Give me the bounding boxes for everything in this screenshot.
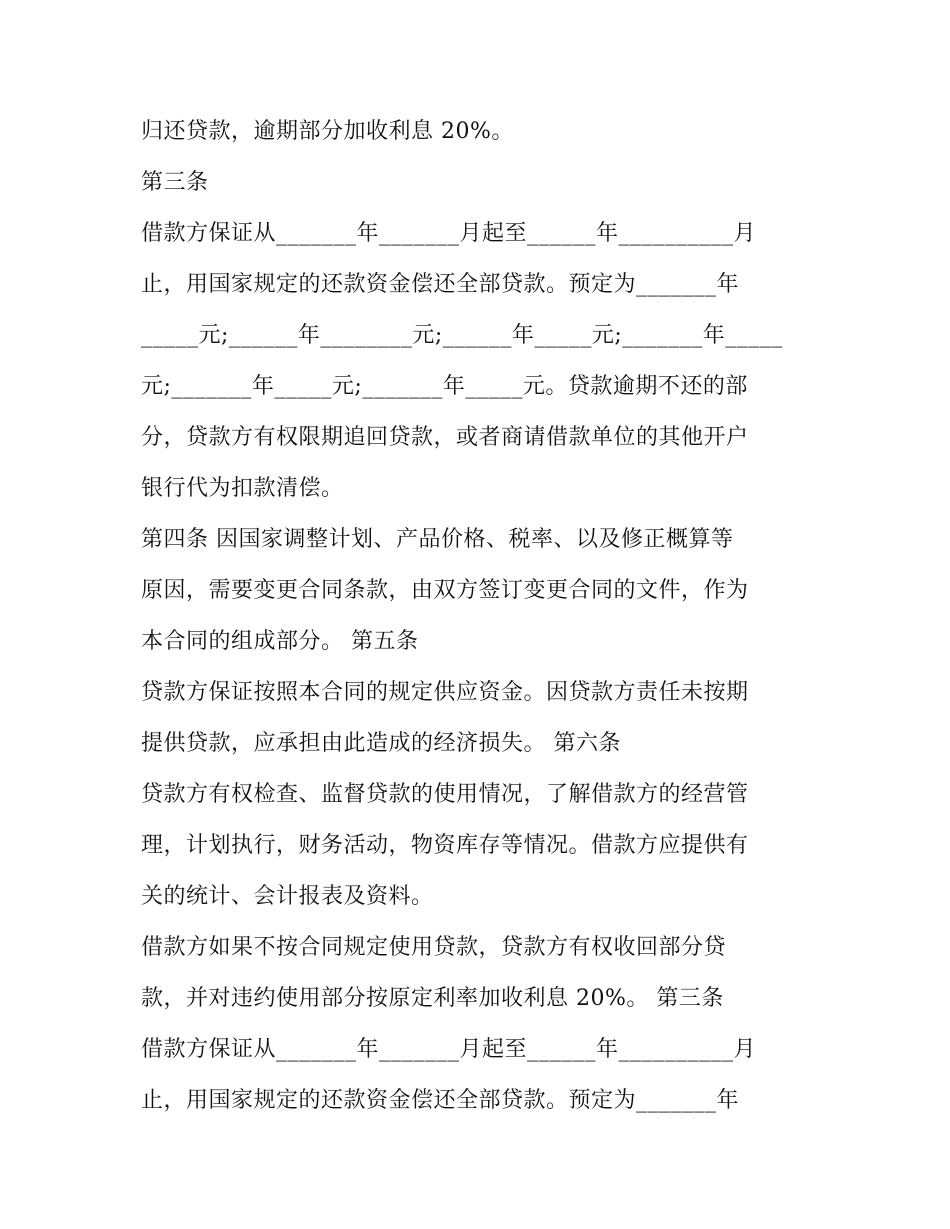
text-line: _____元;______年________元;______年_____元;_______年_____	[141, 323, 783, 348]
text-line: 分，贷款方有权限期追回贷款，或者商请借款单位的其他开户	[141, 425, 749, 450]
text-line: 关的统计、会计报表及资料。	[141, 884, 434, 909]
text-line: 元;_______年_____元;_______年_____元。贷款逾期不还的部	[141, 374, 748, 399]
text-line: 止，用国家规定的还款资金偿还全部贷款。预定为_______年	[141, 1088, 740, 1113]
document-body	[141, 106, 821, 1126]
text-line: 本合同的组成部分。 第五条	[141, 629, 419, 654]
text-line: 贷款方有权检查、监督贷款的使用情况，了解借款方的经营管	[141, 782, 749, 807]
section-heading: 第三条	[141, 170, 209, 195]
text-line: 借款方保证从_______年_______月起至______年__________月	[141, 221, 757, 246]
text-line: 归还贷款，逾期部分加收利息 20%。	[141, 119, 514, 144]
text-line: 止，用国家规定的还款资金偿还全部贷款。预定为_______年	[141, 272, 740, 297]
text-line: 提供贷款，应承担由此造成的经济损失。 第六条	[141, 731, 621, 756]
text-line: 银行代为扣款清偿。	[141, 476, 344, 501]
text-line: 理，计划执行，财务活动，物资库存等情况。借款方应提供有	[141, 833, 749, 858]
text-line: 第四条 因国家调整计划、产品价格、税率、以及修正概算等	[141, 527, 734, 552]
text-line: 贷款方保证按照本合同的规定供应资金。因贷款方责任未按期	[141, 680, 749, 705]
text-line: 借款方如果不按合同规定使用贷款，贷款方有权收回部分贷	[141, 935, 727, 960]
text-line: 原因，需要变更合同条款，由双方签订变更合同的文件，作为	[141, 578, 749, 603]
text-line: 款，并对违约使用部分按原定利率加收利息 20%。 第三条	[141, 986, 724, 1011]
text-line: 借款方保证从_______年_______月起至______年__________月	[141, 1037, 757, 1062]
